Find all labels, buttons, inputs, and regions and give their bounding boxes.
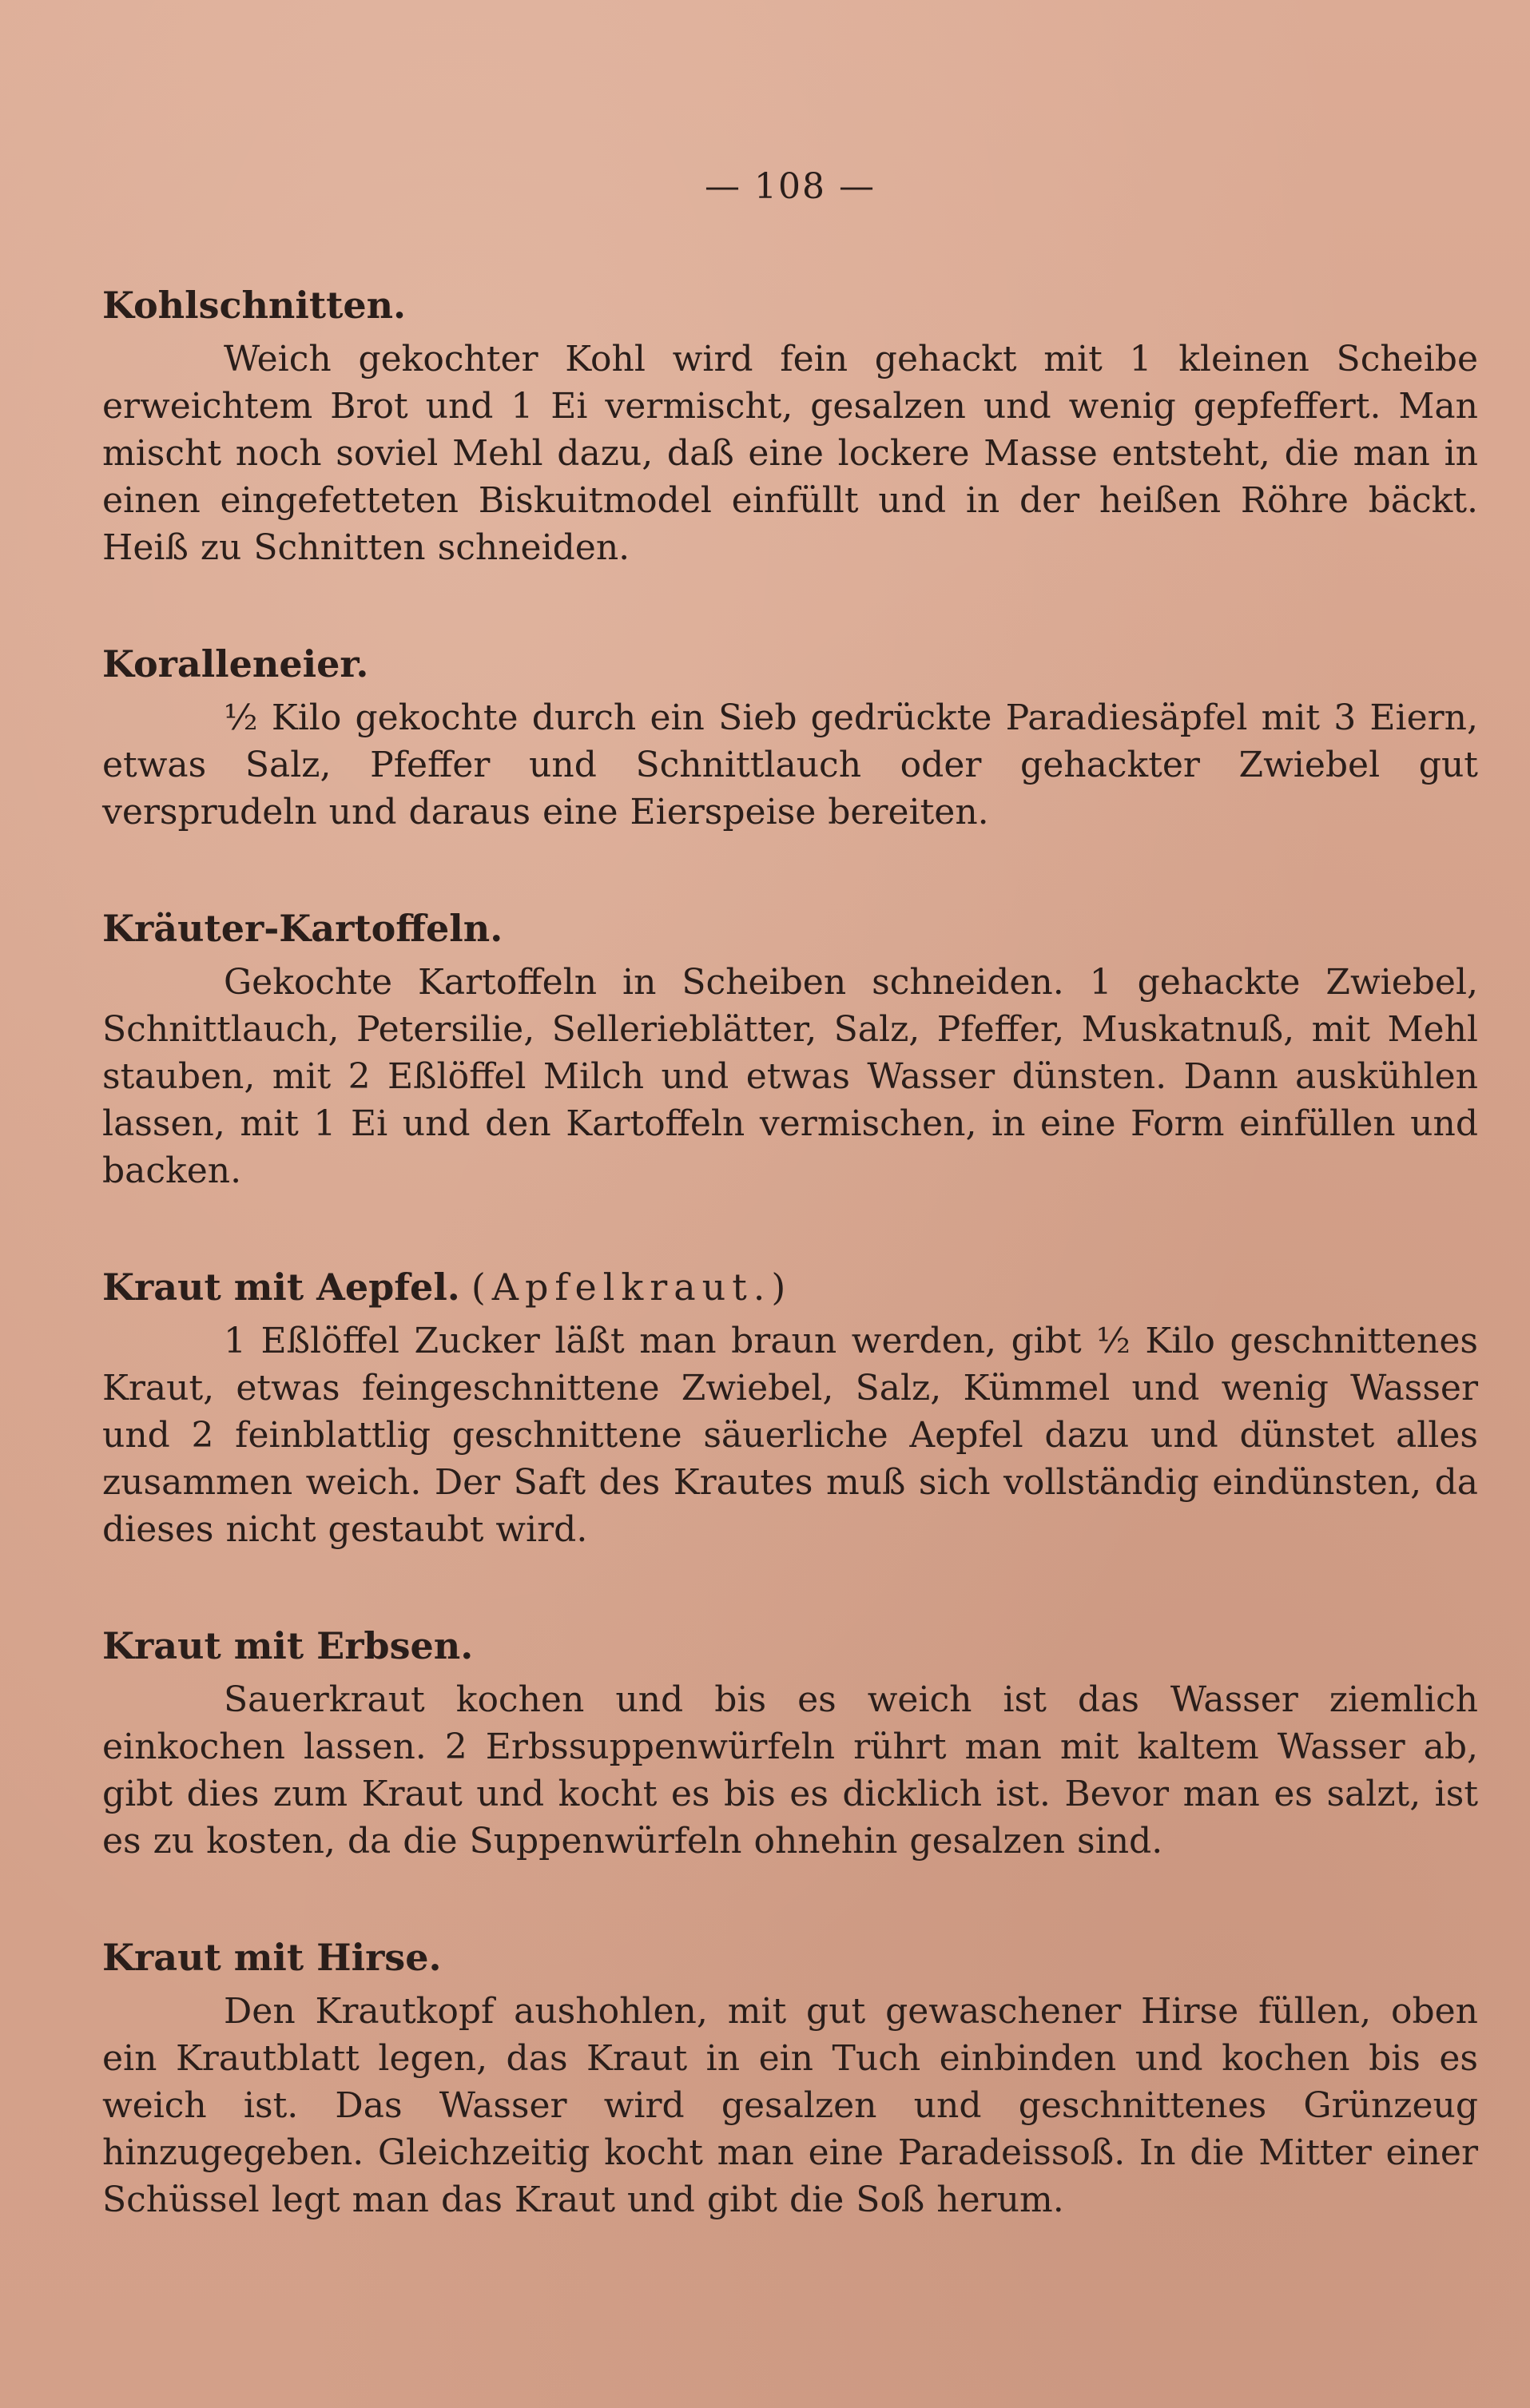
page-number: — 108 —: [705, 166, 876, 207]
recipe-title: [102, 1933, 1478, 1981]
recipe-title: [102, 1622, 1478, 1670]
book-page: [102, 0, 1478, 2408]
recipe-title-text: Kraut mit Hirse.: [102, 1936, 442, 1979]
recipe-title-text: Kraut mit Erbsen.: [102, 1624, 474, 1667]
recipe-title: [102, 281, 1478, 329]
recipe-title: [102, 640, 1478, 688]
recipe-kraut-mit-erbsen: [102, 1622, 1478, 1865]
recipe-title-text: Kohlschnitten.: [102, 284, 407, 327]
recipe-kraut-mit-hirse: [102, 1933, 1478, 2223]
recipe-kraeuter-kartoffeln: [102, 904, 1478, 1194]
recipe-title: [102, 904, 1478, 952]
recipe-text: Sauerkraut kochen und bis es weich ist das Wasser ziemlich einkochen lassen. 2 Erbssuppenwürfeln rührt man mit kaltem Wasser ab, gibt dies zum Kraut und kocht es bis es dicklich ist. Bevor man es salzt, ist es zu kosten, da die Suppenwürfeln ohnehin gesalzen sind.: [102, 1679, 1478, 1862]
recipe-text: 1 Eßlöffel Zucker läßt man braun werden, gibt ½ Kilo geschnittenes Kraut, etwas feingeschnittene Zwiebel, Salz, Kümmel und wenig Wasser und 2 feinblattlig geschnittene säuerliche Aepfel dazu und dünstet alles zusammen weich. Der Saft des Krautes muß sich vollständig eindünsten, da dieses nicht gestaubt wird.: [102, 1321, 1478, 1550]
recipe-text: ½ Kilo gekochte durch ein Sieb gedrückte Paradiesäpfel mit 3 Eiern, etwas Salz, Pfeffer und Schnittlauch oder gehackter Zwiebel gut versprudeln und daraus eine Eierspeise bereiten.: [102, 697, 1478, 832]
recipe-text: Gekochte Kartoffeln in Scheiben schneiden. 1 gehackte Zwiebel, Schnittlauch, Petersilie, Sellerieblätter, Salz, Pfeffer, Muskatnuß, mit Mehl stauben, mit 2 Eßlöffel Milch und etwas Wasser dünsten. Dann auskühlen lassen, mit 1 Ei und den Kartoffeln vermischen, in eine Form einfüllen und backen.: [102, 962, 1478, 1191]
recipe-kohlschnitten: [102, 281, 1478, 571]
recipe-title-text: Kräuter-Kartoffeln.: [102, 907, 503, 950]
recipe-koralleneier: [102, 640, 1478, 836]
recipe-text: Den Krautkopf aushohlen, mit gut gewaschener Hirse füllen, oben ein Krautblatt legen, das Kraut in ein Tuch einbinden und kochen bis es weich ist. Das Wasser wird gesalzen und geschnittenes Grünzeug hinzugegeben. Gleichzeitig kocht man eine Paradeissoß. In die Mitter einer Schüssel legt man das Kraut und gibt die Soß herum.: [102, 1991, 1478, 2220]
recipe-title: [102, 1263, 1478, 1311]
recipe-title-text: Kraut mit Aepfel.: [102, 1266, 460, 1309]
page-content: [102, 281, 1478, 2292]
recipe-text: Weich gekochter Kohl wird fein gehackt mit 1 kleinen Scheibe erweichtem Brot und 1 Ei vermischt, gesalzen und wenig gepfeffert. Man mischt noch soviel Mehl dazu, daß eine lockere Masse entsteht, die man in einen eingefetteten Biskuitmodel einfüllt und in der heißen Röhre bäckt. Heiß zu Schnitten schneiden.: [102, 339, 1478, 568]
recipe-alt-title: (Apfelkraut.): [471, 1266, 793, 1309]
recipe-title-text: Koralleneier.: [102, 642, 369, 685]
recipe-kraut-mit-aepfel: [102, 1263, 1478, 1553]
